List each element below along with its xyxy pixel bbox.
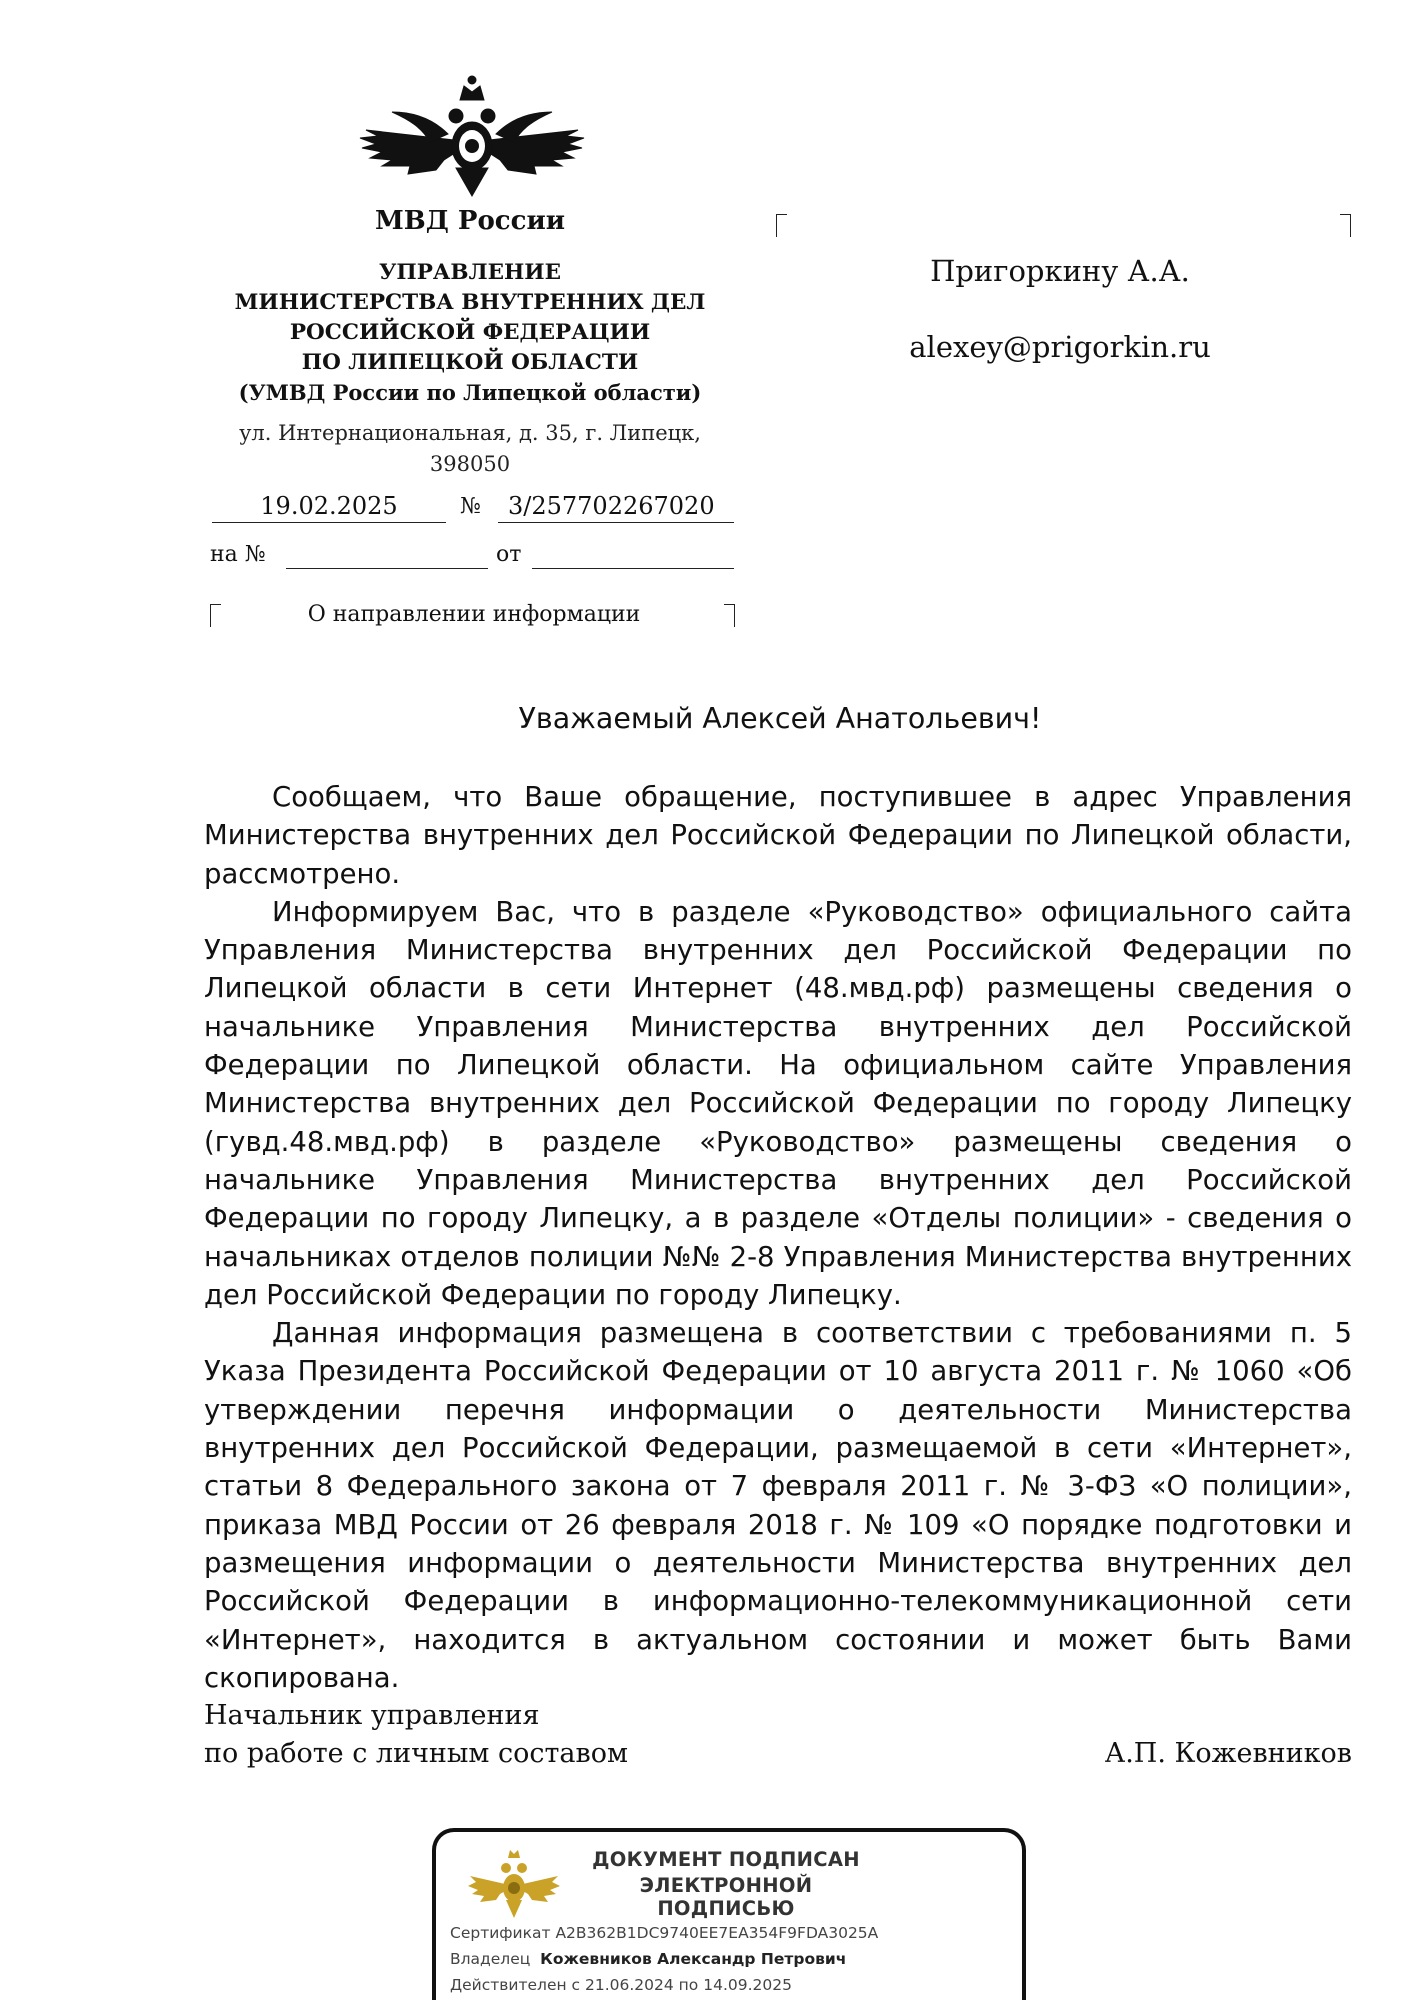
from-underline	[532, 568, 734, 569]
mvd-emblem-gold-icon	[466, 1846, 562, 1922]
subject-line: О направлении информации	[307, 602, 641, 627]
subject-bracket-left	[210, 604, 221, 627]
mvd-emblem-icon	[352, 72, 592, 200]
org-line-1: УПРАВЛЕНИЕ	[378, 260, 561, 285]
org-address-line-1: ул. Интернациональная, д. 35, г. Липецк,	[239, 421, 701, 445]
ref-label: на №	[210, 542, 266, 567]
body-paragraph-3: Данная информация размещена в соответствии с требованиями п. 5 Указа Президента Российской Федерации от 10 августа 2011 г. № 1060 «Об утверждении перечня информации о деятельности Министерства внутренних дел Российской Федерации, размещаемой в сети «Интернет», статьи 8 Федерального закона от 7 февраля 2011 г. № 3-ФЗ «О полиции», приказа МВД России от 26 февраля 2018 г. № 109 «О порядке подготовки и размещения информации о деятельности Министерства внутренних дел Российской Федерации в информационно-телекоммуникационной сети «Интернет», находится в актуальном состоянии и может быть Вами скопирована.	[204, 1317, 1352, 1694]
owner-value: Кожевников Александр Петрович	[540, 1950, 847, 1968]
owner-label: Владелец	[450, 1950, 531, 1968]
cert-value: A2B362B1DC9740EE7EA354F9FDA3025A	[555, 1924, 879, 1942]
stamp-owner	[450, 1950, 846, 1968]
org-line-5: (УМВД России по Липецкой области)	[238, 380, 702, 405]
from-label: от	[496, 542, 522, 567]
stamp-validity: Действителен с 21.06.2024 по 14.09.2025	[450, 1976, 792, 1994]
org-short-name: МВД России	[374, 206, 566, 236]
number-label: №	[460, 494, 481, 519]
e-signature-stamp	[432, 1828, 1026, 2000]
recipient-bracket-right	[1340, 214, 1351, 237]
subject-bracket-right	[724, 604, 735, 627]
body-paragraph-1: Сообщаем, что Ваше обращение, поступившее в адрес Управления Министерства внутренних дел Российской Федерации по Липецкой области, рассмотрено.	[204, 781, 1352, 890]
org-line-4: ПО ЛИПЕЦКОЙ ОБЛАСТИ	[301, 350, 639, 375]
org-full-name	[212, 258, 728, 408]
cert-label: Сертификат	[450, 1924, 551, 1942]
ref-underline	[286, 568, 488, 569]
letter-body	[204, 778, 1352, 1697]
registration-number: 3/257702267020	[508, 492, 715, 520]
body-paragraph-2: Информируем Вас, что в разделе «Руководство» официального сайта Управления Министерства внутренних дел Российской Федерации по Липецкой области в сети Интернет (48.мвд.рф) размещены сведения о начальнике Управления Министерства внутренних дел Российской Федерации по Липецкой области. На официальном сайте Управления Министерства внутренних дел Российской Федерации по городу Липецку (гувд.48.мвд.рф) в разделе «Руководство» размещены сведения о начальнике Управления Министерства внутренних дел Российской Федерации по городу Липецку, а в разделе «Отделы полиции» - сведения о начальниках отделов полиции №№ 2-8 Управления Министерства внутренних дел Российской Федерации по городу Липецку.	[204, 895, 1352, 1311]
org-line-2: МИНИСТЕРСТВА ВНУТРЕННИХ ДЕЛ	[234, 290, 706, 315]
recipient-bracket-left	[776, 214, 787, 237]
number-underline	[498, 522, 734, 523]
org-address	[212, 418, 728, 480]
signer-name: А.П. Кожевников	[1104, 1738, 1352, 1769]
stamp-certificate	[450, 1924, 878, 1942]
salutation: Уважаемый Алексей Анатольевич!	[518, 702, 1042, 735]
org-line-3: РОССИЙСКОЙ ФЕДЕРАЦИИ	[289, 320, 651, 345]
date-underline	[212, 522, 446, 523]
stamp-title-line-1: ДОКУМЕНТ ПОДПИСАН	[592, 1848, 860, 1871]
recipient-email: alexey@prigorkin.ru	[909, 330, 1211, 364]
org-address-line-2: 398050	[429, 452, 511, 476]
signer-position-line-2: по работе с личным составом	[204, 1738, 628, 1769]
registration-date: 19.02.2025	[260, 492, 398, 520]
signer-position-line-1: Начальник управления	[204, 1700, 540, 1731]
recipient-name: Пригоркину А.А.	[930, 254, 1190, 288]
stamp-title-line-2: ЭЛЕКТРОННОЙ ПОДПИСЬЮ	[639, 1874, 813, 1920]
